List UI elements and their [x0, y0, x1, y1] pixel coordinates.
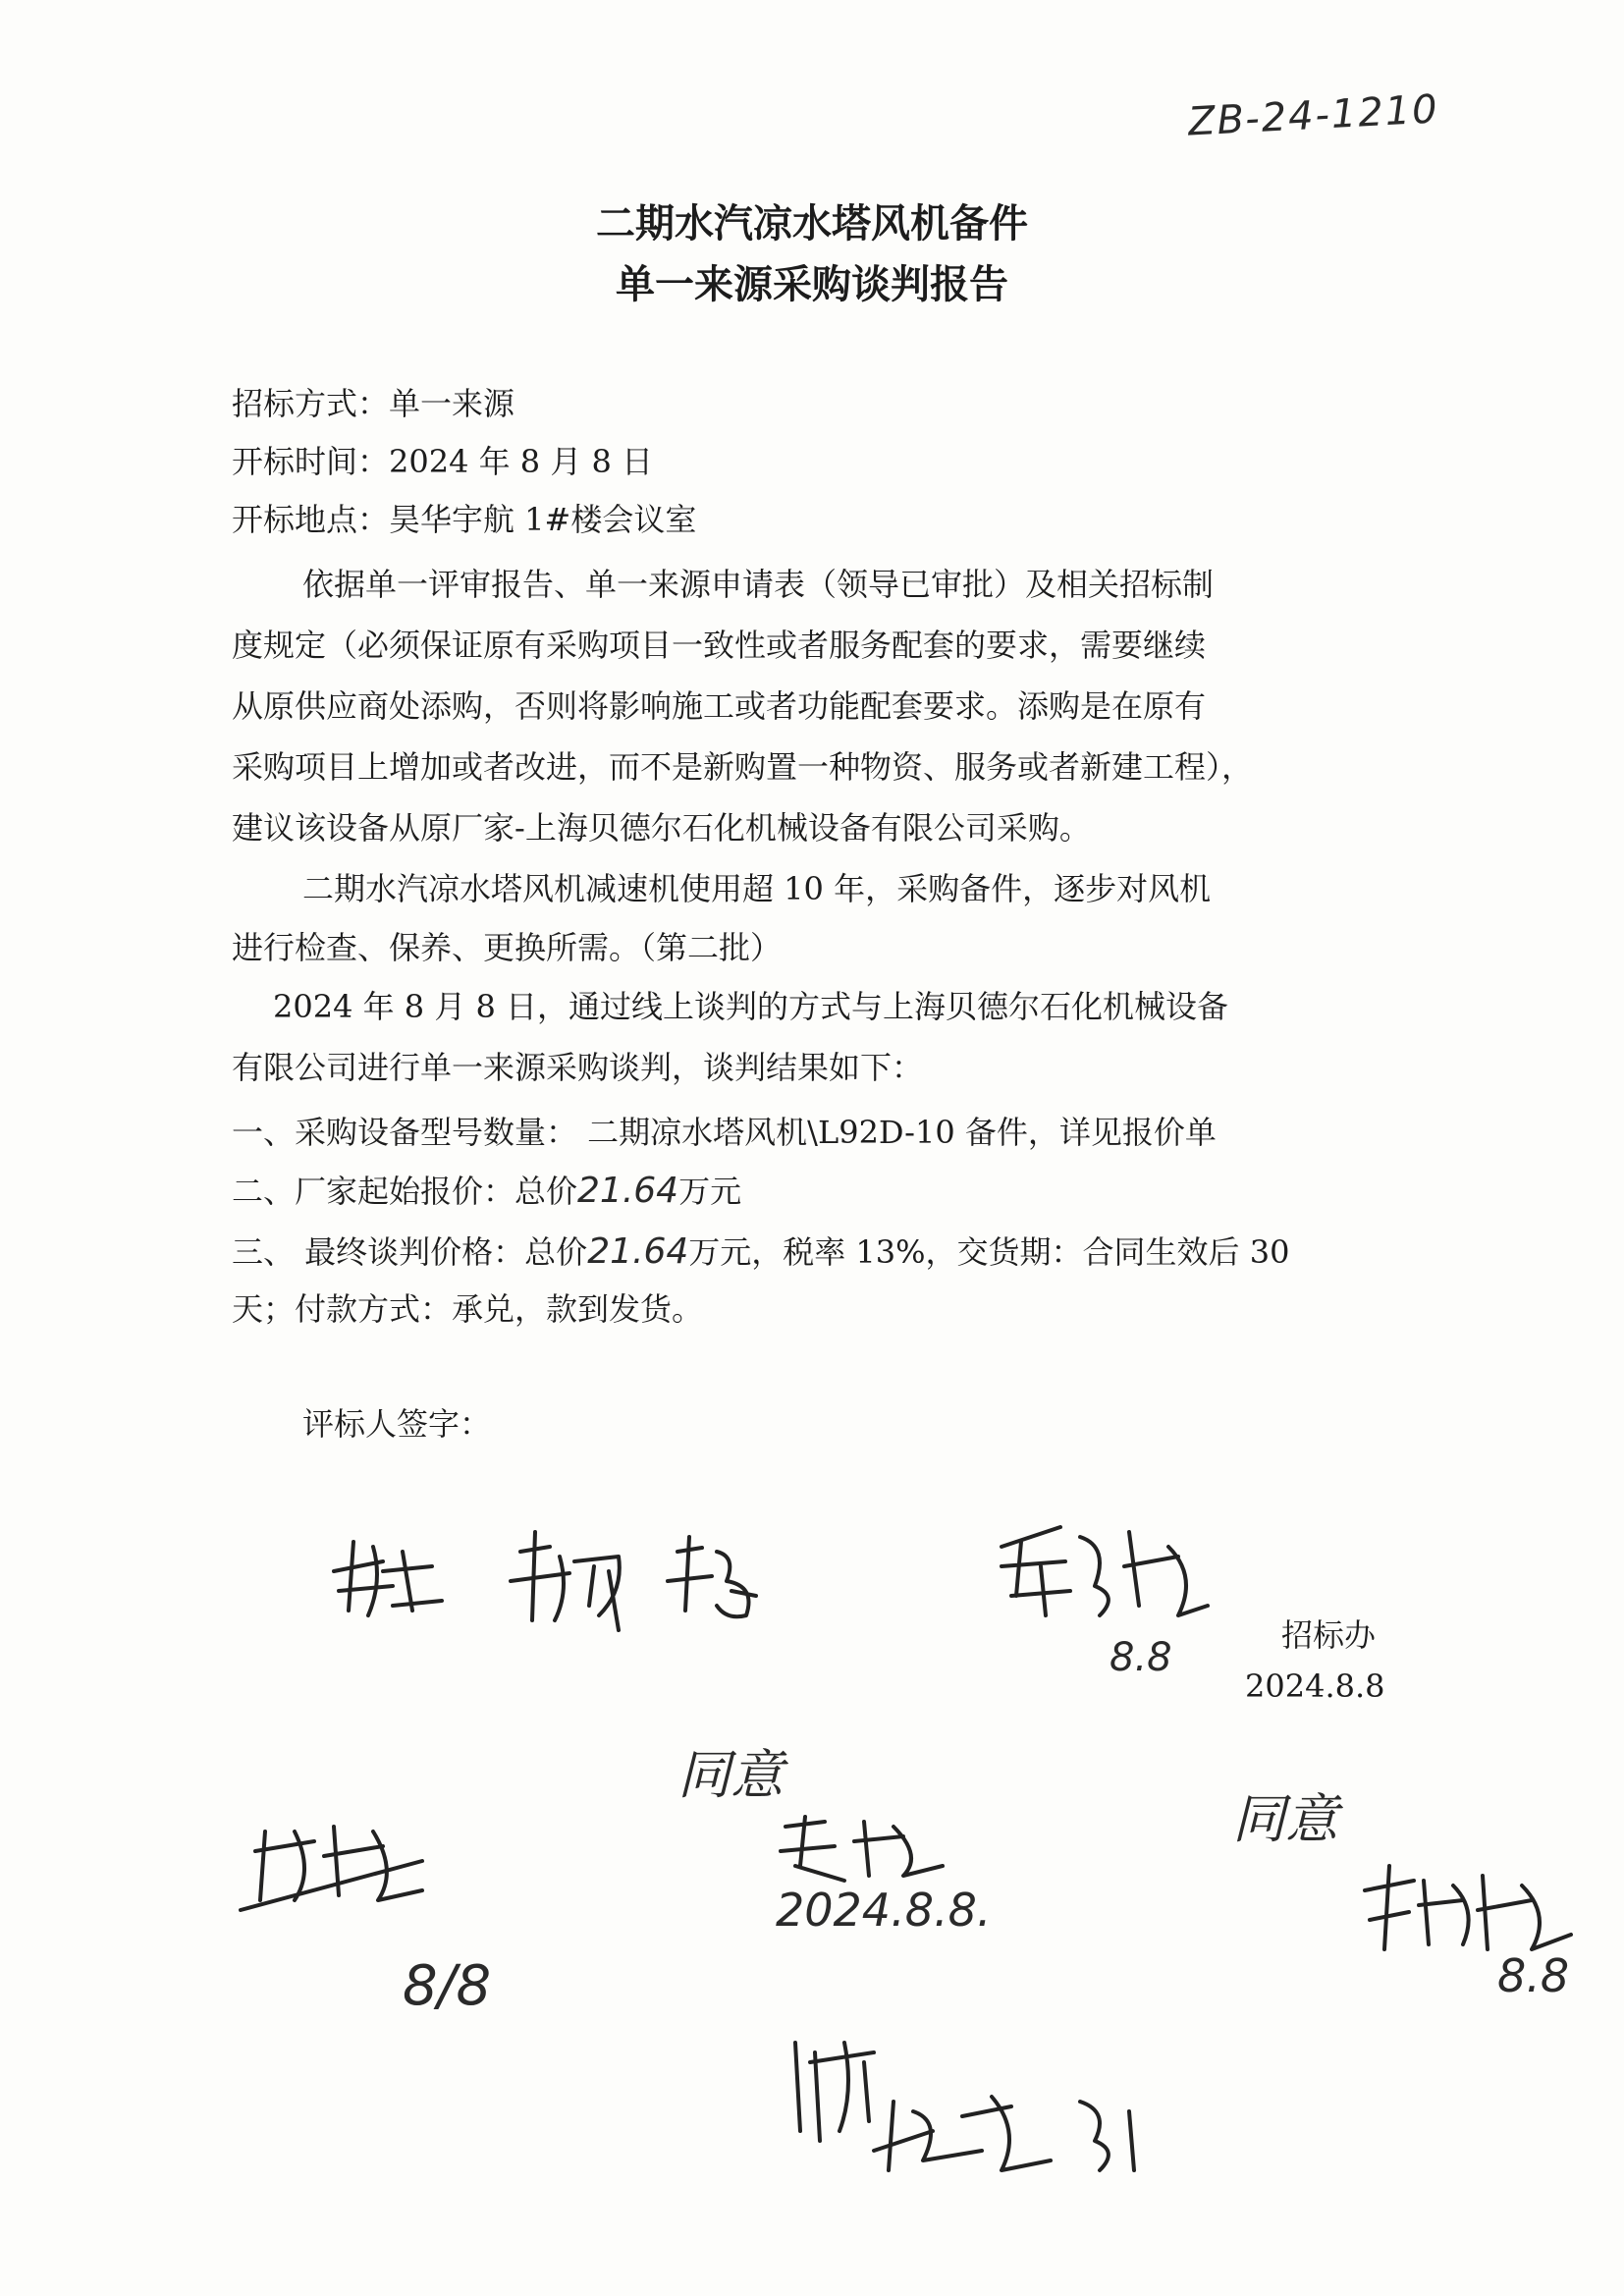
handwritten-agree-1: 同意 [677, 1744, 784, 1806]
item-3-prefix: 三、 最终谈判价格：总价 [232, 1233, 588, 1271]
para1-line: 采购项目上增加或者改进，而不是新购置一种物资、服务或者新建工程）， [232, 748, 1254, 786]
item-1: 一、采购设备型号数量： 二期凉水塔风机\L92D-10 备件，详见报价单 [232, 1114, 1217, 1151]
handwritten-date-1: 8.8 [1110, 1635, 1172, 1680]
item-2-suffix: 万元 [678, 1173, 742, 1210]
title-line-2: 单一来源采购谈判报告 [616, 261, 1008, 307]
para1-line: 依据单一评审报告、单一来源申请表（领导已审批）及相关招标制 [302, 566, 1215, 603]
para2-line: 二期水汽凉水塔风机减速机使用超 10 年，采购备件，逐步对风机 [302, 870, 1212, 907]
item-3-line-2: 天；付款方式：承兑，款到发货。 [232, 1290, 704, 1328]
handwritten-agree-2: 同意 [1232, 1788, 1338, 1850]
para3-line: 2024 年 8 月 8 日，通过线上谈判的方式与上海贝德尔石化机械设备 [273, 988, 1229, 1025]
document-number: ZB-24-1210 [1186, 86, 1440, 145]
evaluator-signature-label: 评标人签字： [302, 1405, 492, 1443]
item-3-amount: 21.64 [587, 1231, 689, 1272]
signature-group-3 [785, 2023, 1208, 2190]
tender-office-date: 2024.8.8 [1245, 1667, 1385, 1705]
para1-line: 从原供应商处添购，否则将影响施工或者功能配套要求。添购是在原有 [232, 687, 1207, 725]
title-line-1: 二期水汽凉水塔风机备件 [596, 200, 1028, 246]
para2-line: 进行检查、保养、更换所需。（第二批） [232, 929, 783, 966]
handwritten-date-4: 8.8 [1497, 1949, 1570, 2002]
signature-li [1355, 1851, 1591, 1959]
item-2 [232, 1167, 741, 1212]
opening-location: 开标地点：昊华宇航 1#楼会议室 [232, 501, 697, 538]
tender-office: 招标办 [1281, 1616, 1377, 1654]
opening-time: 开标时间：2024 年 8 月 8 日 [232, 443, 654, 480]
para1-line: 度规定（必须保证原有采购项目一致性或者服务配套的要求，需要继续 [232, 627, 1207, 664]
signature-group-1 [324, 1512, 854, 1640]
item-2-prefix: 二、厂家起始报价：总价 [232, 1173, 578, 1210]
item-2-amount: 21.64 [577, 1171, 679, 1211]
signature-wu [766, 1807, 962, 1886]
signature-chen [226, 1802, 481, 1930]
handwritten-date-3: 8/8 [403, 1954, 492, 2018]
tender-method: 招标方式：单一来源 [232, 385, 515, 422]
item-3 [232, 1228, 1289, 1273]
item-3-suffix: 万元，税率 13%，交货期：合同生效后 30 [688, 1233, 1290, 1271]
para3-line: 有限公司进行单一来源采购谈判，谈判结果如下： [232, 1049, 924, 1086]
para1-line: 建议该设备从原厂家-上海贝德尔石化机械设备有限公司采购。 [232, 809, 1091, 847]
handwritten-date-2: 2024.8.8. [776, 1884, 992, 1937]
